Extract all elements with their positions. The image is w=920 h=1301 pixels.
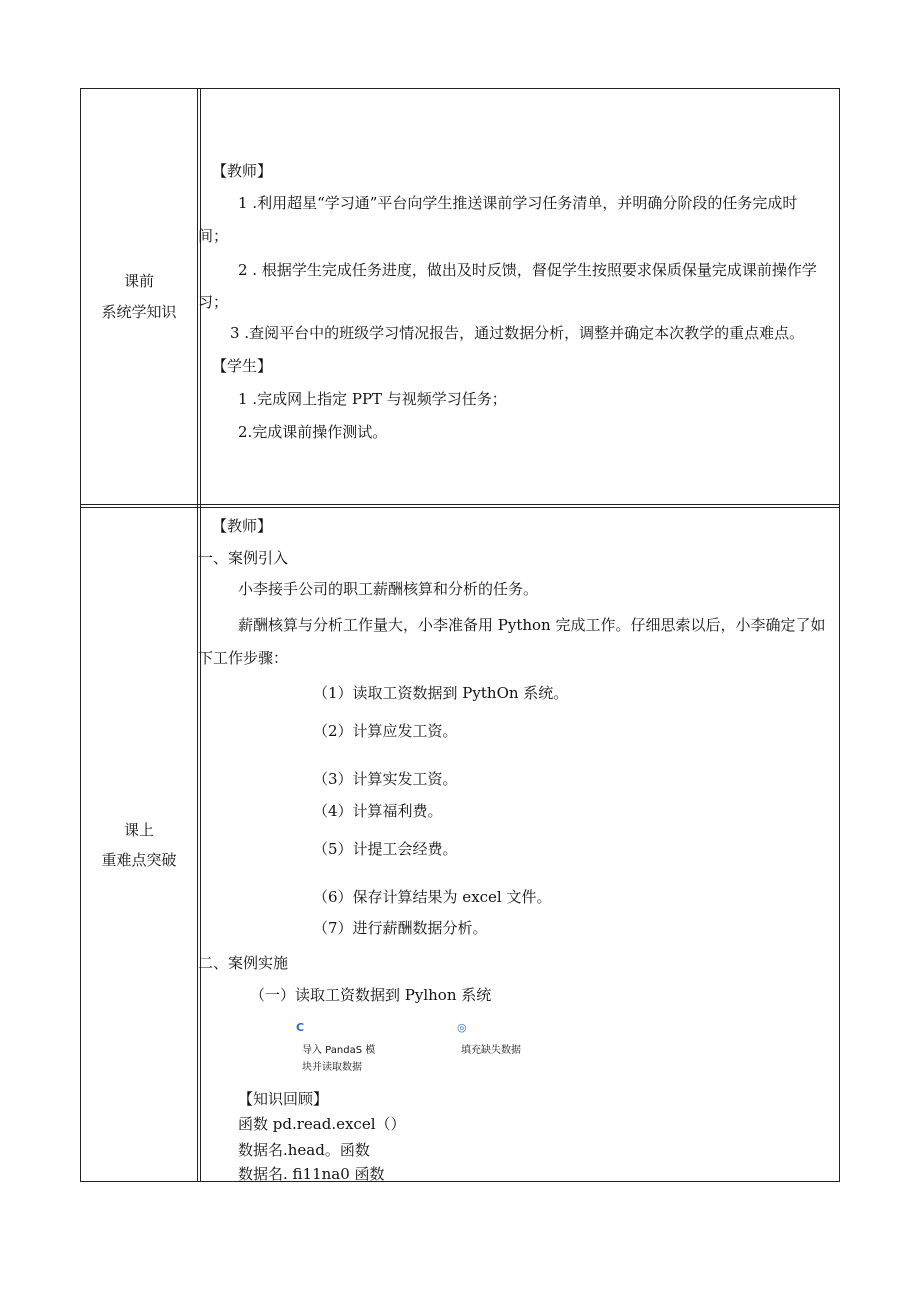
row1-teacher-item1b: 间；: [198, 227, 229, 245]
step-item: （1）读取工资数据到 PythOn 系统。: [313, 684, 569, 702]
row1-teacher-item2a: 2 . 根据学生完成任务进度，做出及时反馈，督促学生按照要求保质保量完成课前操作学: [238, 261, 817, 279]
row1-teacher-item2b: 习；: [198, 293, 229, 311]
row2-teacher-heading: 【教师】: [212, 517, 273, 535]
review-heading: 【知识回顾】: [238, 1090, 329, 1108]
row1-student-heading: 【学生】: [212, 357, 273, 375]
step-item: （4）计算福利费。: [313, 802, 443, 820]
lesson-plan-table: [80, 88, 840, 1182]
row1-teacher-heading: 【教师】: [212, 162, 273, 180]
row-divider: [81, 504, 839, 505]
row1-teacher-item3: 3 .查阅平台中的班级学习情况报告，通过数据分析，调整并确定本次教学的重点难点。: [230, 324, 805, 342]
intro-paragraph-2b: 下工作步骤：: [198, 649, 289, 667]
section1-title: 一、案例引入: [198, 549, 289, 567]
row2-label-line2: 重难点突破: [101, 851, 177, 869]
review-item: 数据名. fi11na0 函数: [238, 1165, 385, 1183]
intro-paragraph-2a: 薪酬核算与分析工作量大，小李准备用 Python 完成工作。仔细思索以后，小李确定了如: [238, 616, 826, 634]
row1-label-line1: 课前: [123, 272, 154, 290]
step-item: （7）进行薪酬数据分析。: [313, 919, 488, 937]
section2-title: 二、案例实施: [198, 954, 289, 972]
step-item: （5）计提工会经费。: [313, 840, 458, 858]
column-divider-inner: [200, 89, 201, 1181]
column-divider: [197, 89, 198, 1181]
process-node-1-line1: 导入 PandaS 模: [302, 1045, 376, 1056]
review-item: 数据名.head。函数: [238, 1141, 370, 1159]
process-node-2-line1: 填充缺失数据: [461, 1045, 521, 1056]
step-item: （3）计算实发工资。: [313, 770, 458, 788]
intro-paragraph-1: 小李接手公司的职工薪酬核算和分析的任务。: [238, 580, 539, 598]
process-node-1-line2: 块并读取数据: [302, 1062, 362, 1073]
row1-teacher-item1a: 1 .利用超星“学习通”平台向学生推送课前学习任务清单，并明确分阶段的任务完成时: [238, 194, 798, 212]
row1-label-line2: 系统学知识: [101, 303, 177, 321]
row-divider-inner: [81, 507, 839, 508]
review-item: 函数 pd.read.excel（）: [238, 1115, 406, 1133]
row2-label-line1: 课上: [123, 821, 154, 839]
row1-student-item1: 1 .完成网上指定 PPT 与视频学习任务；: [238, 390, 507, 408]
step-item: （2）计算应发工资。: [313, 722, 458, 740]
process-node-icon: C: [296, 1021, 305, 1034]
subsection1-title: （一）读取工资数据到 Pylhon 系统: [250, 986, 492, 1004]
row1-student-item2: 2.完成课前操作测试。: [238, 423, 388, 441]
step-item: （6）保存计算结果为 excel 文件。: [313, 888, 552, 906]
target-icon: ◎: [457, 1021, 467, 1034]
